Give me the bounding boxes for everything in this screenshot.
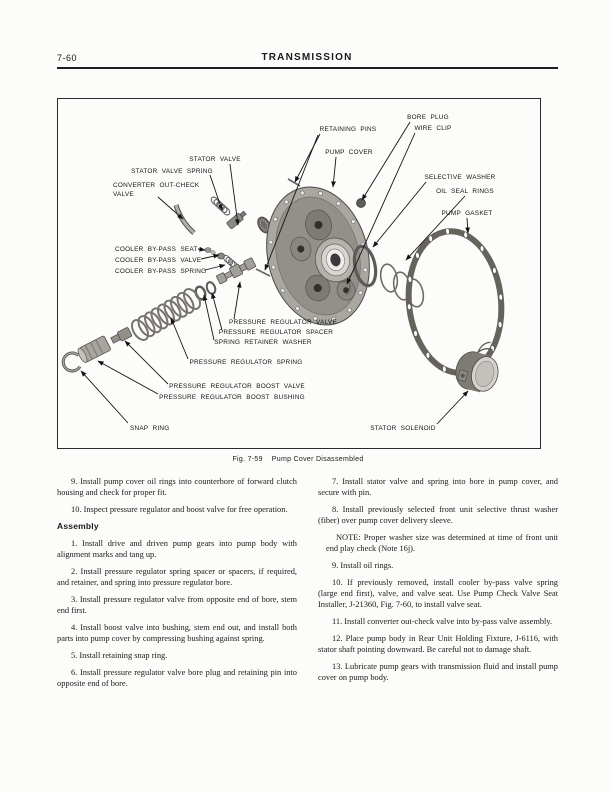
figure-caption-title: Pump Cover Disassembled xyxy=(271,456,364,463)
paragraph-assembly-11: 11. Install converter out-check valve into by-pass valve assembly. xyxy=(332,617,553,626)
pressure-regulator-valve-part xyxy=(216,257,257,285)
label-pressure-regulator-spacer: PRESSURE REGULATOR SPACER xyxy=(218,329,334,336)
label-stator-solenoid: STATOR SOLENOID xyxy=(370,425,436,432)
label-pump-cover: PUMP COVER xyxy=(325,149,373,156)
right-column xyxy=(318,476,558,689)
figure-caption-number: Fig. 7-59 xyxy=(232,456,263,463)
boost-bushing-part xyxy=(76,336,111,364)
pressure-regulator-spring-part xyxy=(129,286,204,343)
label-converter-out-check: CONVERTER OUT-CHECK xyxy=(113,182,200,189)
label-wire-clip: WIRE CLIP xyxy=(414,125,452,132)
paragraph-step-9: 9. Install pump cover oil rings into counterbore of forward clutch housing and check for proper fit. xyxy=(57,477,297,497)
paragraph-assembly-6: 6. Install pressure regulator valve bore plug and retaining pin into opposite end of bore. xyxy=(57,668,297,688)
header-rule xyxy=(57,67,558,69)
boost-valve-part xyxy=(110,327,132,345)
label-selective-washer: SELECTIVE WASHER xyxy=(424,174,496,181)
paragraph-step-10: 10. Inspect pressure regulator and boost valve for free operation. xyxy=(71,505,288,514)
paragraph-assembly-13: 13. Lubricate pump gears with transmission fluid and install pump cover on pump body. xyxy=(318,662,558,682)
paragraph-assembly-10: 10. If previously removed, install cooler by-pass valve spring (large end first), valve, and valve seat. Use Pump Check Valve Seat Installer, J-21360, Fig. 7-60, to install valve seat. xyxy=(318,578,558,609)
left-column xyxy=(57,476,297,695)
label-cooler-by-pass-seat: COOLER BY-PASS SEAT xyxy=(115,246,198,253)
snap-ring-part xyxy=(63,353,80,371)
label-cooler-by-pass-valve: COOLER BY-PASS VALVE xyxy=(115,257,202,264)
bore-plug-part xyxy=(357,199,366,208)
section-title: TRANSMISSION xyxy=(261,52,353,63)
exploded-diagram xyxy=(58,99,538,446)
paragraph-assembly-1: 1. Install drive and driven pump gears into pump body with alignment marks and tang up. xyxy=(57,539,297,559)
label-bore-plug: BORE PLUG xyxy=(407,114,449,121)
label-converter-valve: VALVE xyxy=(113,191,134,198)
label-oil-seal-rings: OIL SEAL RINGS xyxy=(436,188,494,195)
converter-out-check-valve-part xyxy=(176,205,194,233)
label-stator-valve-spring: STATOR VALVE SPRING xyxy=(131,168,213,175)
paragraph-assembly-8: 8. Install previously selected front unit selective thrust washer (fiber) over pump cover delivery sleeve. xyxy=(318,505,558,525)
oil-seal-rings-part xyxy=(378,263,425,309)
label-spring-retainer-washer: SPRING RETAINER WASHER xyxy=(214,339,312,346)
page-number: 7-60 xyxy=(57,53,78,63)
paragraph-assembly-9: 9. Install oil rings. xyxy=(332,561,394,570)
label-cooler-by-pass-spring: COOLER BY-PASS SPRING xyxy=(115,268,207,275)
pump-gasket-part xyxy=(400,223,511,380)
paragraph-assembly-4: 4. Install boost valve into bushing, stem end out, and install both parts into pump cover by compressing bushing against spring. xyxy=(57,623,297,643)
paragraph-assembly-5: 5. Install retaining snap ring. xyxy=(71,651,168,660)
paragraph-assembly-3: 3. Install pressure regulator valve from opposite end of bore, stem end first. xyxy=(57,595,297,615)
label-snap-ring: SNAP RING xyxy=(130,425,170,432)
label-pressure-regulator-valve: PRESSURE REGULATOR VALVE xyxy=(229,319,337,326)
paragraph-assembly-2: 2. Install pressure regulator spring spacer or spacers, if required, and retainer, and spring into pressure regulator bore. xyxy=(57,567,297,587)
figure-caption xyxy=(57,456,539,463)
label-retaining-pins: RETAINING PINS xyxy=(319,126,377,133)
label-pressure-regulator-boost-bushing: PRESSURE REGULATOR BOOST BUSHING xyxy=(159,394,305,401)
paragraph-note: NOTE: Proper washer size was determined at time of front unit end play check (Note 16j). xyxy=(326,533,558,553)
figure-box xyxy=(57,98,541,449)
label-pressure-regulator-spring: PRESSURE REGULATOR SPRING xyxy=(189,359,303,366)
label-stator-valve: STATOR VALVE xyxy=(189,156,241,163)
paragraph-assembly-7: 7. Install stator valve and spring into bore in pump cover, and secure with pin. xyxy=(318,477,558,497)
assembly-heading: Assembly xyxy=(57,521,99,531)
label-pressure-regulator-boost-valve: PRESSURE REGULATOR BOOST VALVE xyxy=(169,383,305,390)
paragraph-assembly-12: 12. Place pump body in Rear Unit Holding Fixture, J-6116, with stator shaft pointing downward. Be careful not to damage shaft. xyxy=(318,634,558,654)
label-pump-gasket: PUMP GASKET xyxy=(441,210,493,217)
